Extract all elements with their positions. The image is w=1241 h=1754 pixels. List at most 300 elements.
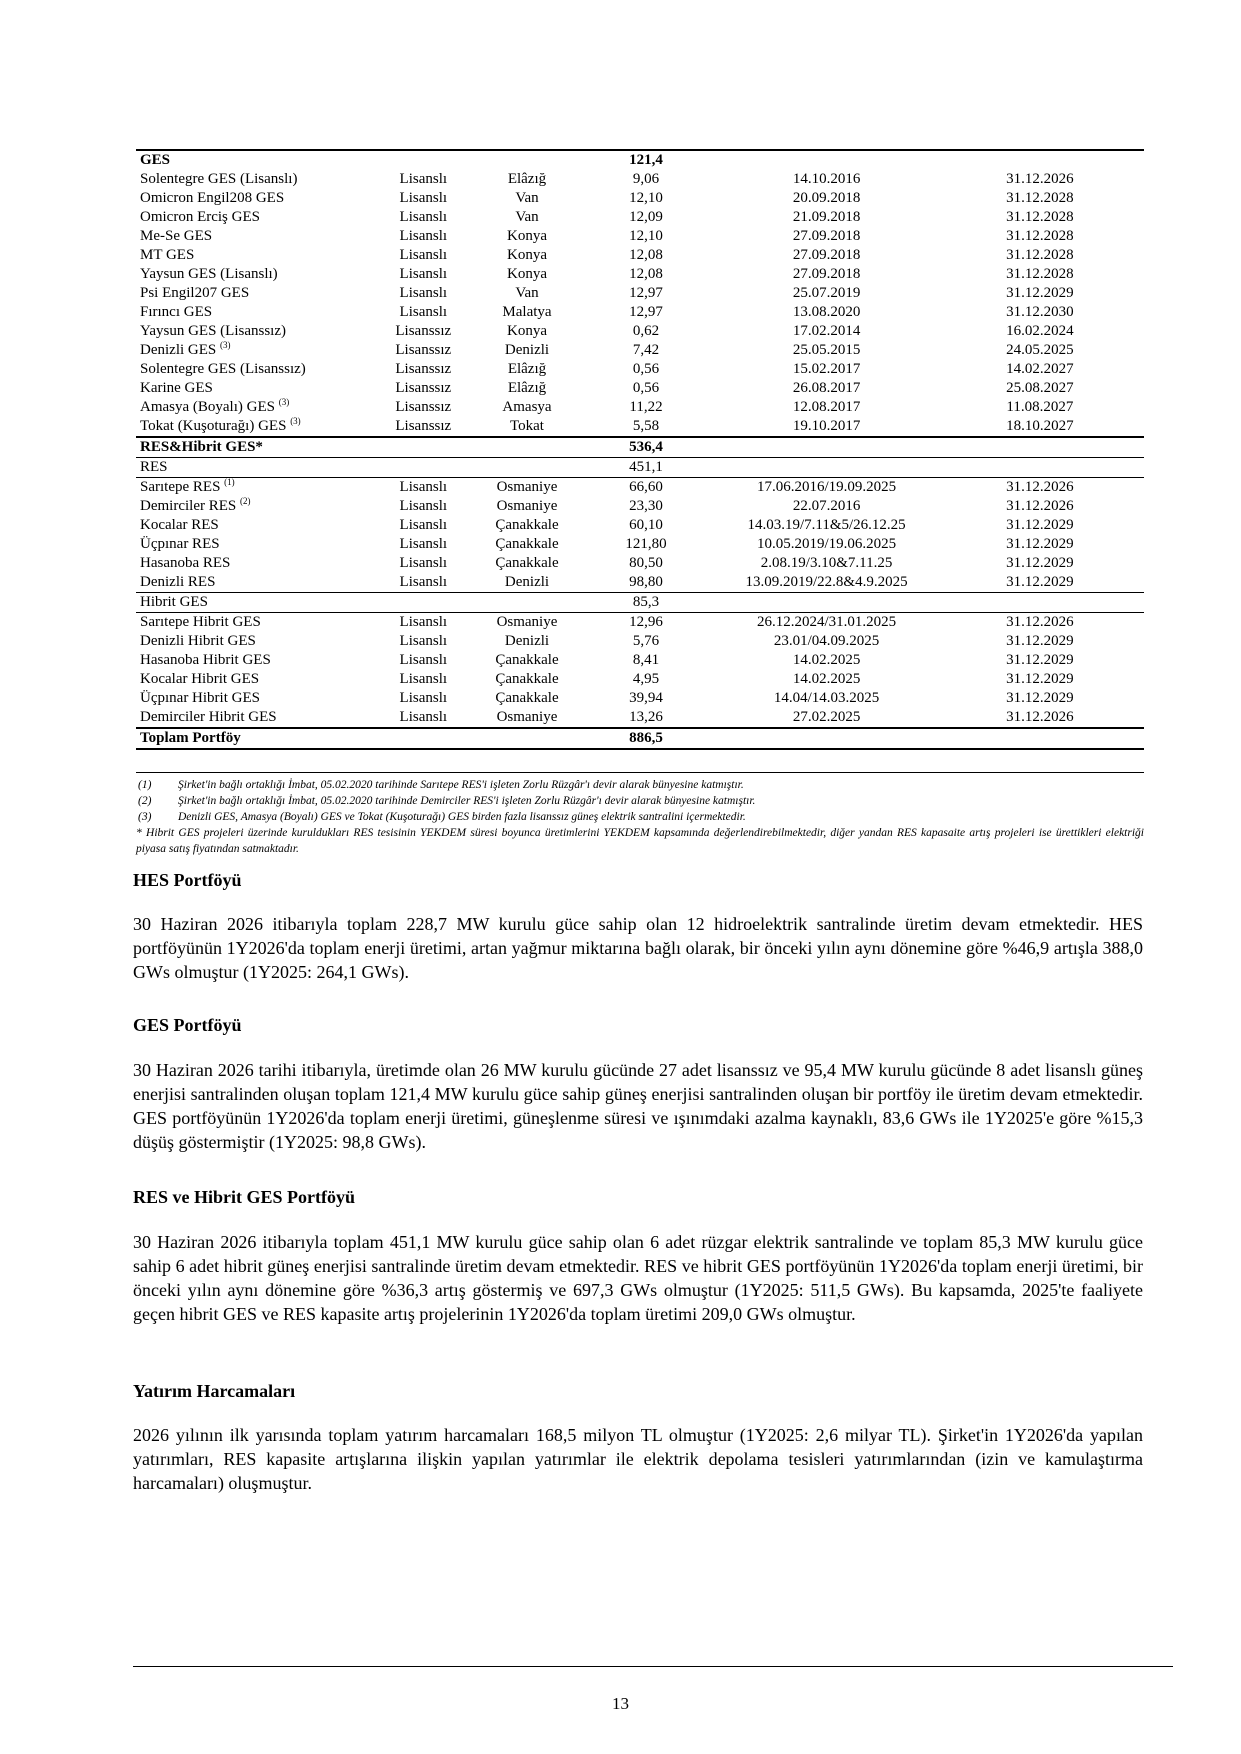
table-cell [479,150,574,170]
table-cell [717,379,935,398]
table-section-row [136,728,1144,749]
cell-text: 31.12.2029 [1006,285,1074,301]
table-cell [479,189,574,208]
cell-text: Lisanssız [395,380,452,396]
cell-text: 26.08.2017 [792,380,861,396]
cell-text: 5,76 [632,633,660,649]
cell-text: Omicron Erciş GES [140,209,260,225]
table-cell [936,689,1144,708]
cell-text: 27.09.2018 [792,247,861,263]
table-cell [367,208,479,227]
hybrid-note: * Hibrit GES projeleri üzerinde kuruldukları RES tesisinin YEKDEM süresi boyunca üretimlerini YEKDEM kapsamında değerlendirebilmektedir, diğer yandan RES kapasaite artış projeleri ise ürettikleri elektriği piyasa satış fiyatından satmaktadır. [136,827,1144,855]
table-cell [575,689,718,708]
table-cell [575,246,718,265]
table-row [136,613,1144,633]
table-cell [479,458,574,478]
cell-text: Konya [506,323,547,339]
cell-text: 16.02.2024 [1006,323,1074,339]
cell-text: Denizli Hibrit GES [140,633,256,649]
cell-text: 31.12.2028 [1006,266,1074,282]
res-paragraph: 30 Haziran 2026 itibarıyla toplam 451,1 MW kurulu güce sahip olan 6 adet rüzgar elektrik santralinde ve toplam 85,3 MW kurulu güce sahip 6 adet hibrit güneş enerjisi santralinde üretim devam etmektedir. RES ve hibrit GES portföyünün 1Y2026'da toplam enerji üretimi, bir önceki yılın aynı dönemine göre %36,3 artış göstermiş ve 697,3 GWs olmuştur (1Y2025: 511,5 GWs). Bu kapsamda, 2025'te faaliyete geçen hibrit GES ve RES kapasite artış projelerinin 1Y2026'da toplam üretimi 209,0 GWs olmuştur. [133,1232,1143,1324]
cell-text: 121,80 [625,536,667,552]
table-cell [936,150,1144,170]
table-cell [136,227,367,246]
cell-text: Lisanslı [399,709,448,725]
table-cell [575,208,718,227]
table-cell [575,379,718,398]
cell-text: 13,26 [629,709,663,725]
hes-paragraph: 30 Haziran 2026 itibarıyla toplam 228,7 MW kurulu güce sahip olan 12 hidroelektrik santralinde üretim devam etmektedir. HES portföyünün 1Y2026'da toplam enerji üretimi, artan yağmur miktarına bağlı olarak, bir önceki yılın aynı dönemine göre %46,9 artışla 388,0 GWs olmuştur (1Y2025: 264,1 GWs). [133,914,1143,982]
cell-text: Lisanssız [395,399,452,415]
table-cell [136,554,367,573]
table-cell [367,189,479,208]
ges-heading: GES Portföyü [133,1015,242,1035]
table-section-row [136,593,1144,613]
table-cell [367,516,479,535]
cell-text: Lisanslı [399,671,448,687]
table-cell [936,728,1144,749]
table-cell [136,360,367,379]
cell-text: 27.09.2018 [792,228,861,244]
cell-text: Elâzığ [507,380,547,396]
table-cell [717,265,935,284]
table-cell [479,516,574,535]
cell-text: 12,09 [629,209,663,225]
table-cell [936,398,1144,417]
cell-text: 14.02.2027 [1006,361,1074,377]
cell-text: 0,56 [632,361,660,377]
table-cell [479,478,574,498]
table-cell [936,322,1144,341]
table-cell [575,417,718,437]
cell-text: 12,96 [629,614,663,630]
cell-text: 98,80 [629,574,663,590]
table-cell [575,535,718,554]
cell-text: 23.01/04.09.2025 [773,633,880,649]
cell-text: 12,10 [629,190,663,206]
table-cell [136,497,367,516]
table-cell [136,208,367,227]
table-cell [575,573,718,593]
cell-text: 31.12.2028 [1006,190,1074,206]
cell-text: 0,62 [632,323,660,339]
cell-text: Lisanslı [399,304,448,320]
cell-text: 31.12.2029 [1006,671,1074,687]
table-cell [367,535,479,554]
table-cell [936,284,1144,303]
cell-text: Osmaniye [496,498,558,514]
table-cell [575,613,718,633]
table-cell [575,227,718,246]
cell-text: Lisanslı [399,479,448,495]
cell-text: Lisanslı [399,285,448,301]
table-cell [936,516,1144,535]
cell-text: Lisanslı [399,266,448,282]
cell-text: Solentegre GES (Lisanslı) [140,171,298,187]
cell-text: 12,08 [629,247,663,263]
cell-text: Karine GES [140,380,213,396]
table-row [136,208,1144,227]
table-cell [936,670,1144,689]
table-cell [575,150,718,170]
table-section-row [136,437,1144,458]
res-heading: RES ve Hibrit GES Portföyü [133,1187,356,1207]
cell-text: 15.02.2017 [792,361,861,377]
table-cell [367,341,479,360]
table-cell [575,497,718,516]
table-cell [479,497,574,516]
table-cell [367,398,479,417]
table-cell [717,437,935,458]
table-cell [717,708,935,728]
cell-text: 14.10.2016 [792,171,861,187]
table-cell [136,651,367,670]
table-cell [367,478,479,498]
table-cell [575,670,718,689]
table-cell [479,341,574,360]
ges-paragraph: 30 Haziran 2026 tarihi itibarıyla, üretimde olan 26 MW kurulu gücünde 27 adet lisanssız ve 95,4 MW kurulu gücünde 8 adet lisanslı güneş enerjisi santralinden oluşan toplam 121,4 MW kurulu güce sahip güneş enerjisi santralinden oluşan bir portföy ile üretim devam etmektedir. GES portföyünün 1Y2026'da toplam enerji üretimi, güneşlenme süresi ve ışınımdaki azalma kaynaklı, 83,6 GWs ile 1Y2025'e göre %15,3 düşüş göstermiştir (1Y2025: 98,8 GWs). [133,1060,1143,1152]
table-row [136,535,1144,554]
table-row [136,227,1144,246]
table-row [136,284,1144,303]
footnote-reference: (3) [290,416,301,426]
table-cell [936,535,1144,554]
table-row [136,398,1144,417]
table-cell [479,708,574,728]
table-cell [575,284,718,303]
cell-text: Konya [506,247,547,263]
cell-text: 8,41 [632,652,660,668]
cell-text: 10.05.2019/19.06.2025 [756,536,897,552]
table-cell [479,437,574,458]
table-cell [717,670,935,689]
table-cell [717,189,935,208]
table-cell [479,303,574,322]
table-cell [136,708,367,728]
table-cell [936,360,1144,379]
table-cell [717,398,935,417]
table-cell [717,478,935,498]
cell-text: Elâzığ [507,171,547,187]
table-cell [717,497,935,516]
cell-text: Konya [506,266,547,282]
table-cell [136,573,367,593]
cell-text: 60,10 [629,517,663,533]
cell-text: 31.12.2026 [1006,498,1074,514]
table-cell [367,246,479,265]
cell-text: Çanakkale [495,517,559,533]
table-cell [717,613,935,633]
table-cell [936,632,1144,651]
cell-text: 66,60 [629,479,663,495]
table-cell [717,246,935,265]
cell-text: 31.12.2026 [1006,709,1074,725]
table-cell [136,593,367,613]
cell-text: 451,1 [629,459,663,475]
cell-text: 12,08 [629,266,663,282]
cell-text: Lisanslı [399,517,448,533]
cell-text: Lisanslı [399,498,448,514]
table-cell [575,322,718,341]
footnote-3 [136,809,1144,825]
capex-paragraph: 2026 yılının ilk yarısında toplam yatırım harcamaları 168,5 milyon TL olmuştur (1Y2025: 2,6 milyar TL). Şirket'in 1Y2026'da yapılan yatırımları, RES kapasite artışlarına ilişkin yapılan yatırımlar ile elektrik depolama tesisleri yatırımlarından (izin ve kamulaştırma harcamaları) oluşmuştur. [133,1425,1143,1493]
table-cell [575,651,718,670]
cell-text: 13.09.2019/22.8&4.9.2025 [745,574,908,590]
table-cell [717,284,935,303]
table-row [136,670,1144,689]
cell-text: 26.12.2024/31.01.2025 [756,614,897,630]
table-cell [717,651,935,670]
table-cell [479,227,574,246]
cell-text: 31.12.2029 [1006,536,1074,552]
table-cell [136,170,367,189]
table-row [136,516,1144,535]
cell-text: 886,5 [629,730,663,746]
cell-text: 31.12.2029 [1006,555,1074,571]
cell-text: Üçpınar RES [140,536,220,552]
cell-text: Osmaniye [496,479,558,495]
cell-text: 18.10.2027 [1006,418,1074,434]
cell-text: 7,42 [632,342,660,358]
footnote-text: Şirket'in bağlı ortaklığı İmbat, 05.02.2020 tarihinde Demirciler RES'i işleten Zorlu Rüzgâr'ı devir alarak bünyesine katmıştır. [178,795,756,807]
table-cell [936,246,1144,265]
table-cell [479,593,574,613]
cell-text: 31.12.2029 [1006,517,1074,533]
table-cell [367,497,479,516]
cell-text: Yaysun GES (Lisanslı) [140,266,278,282]
table-cell [479,651,574,670]
cell-text: 27.09.2018 [792,266,861,282]
cell-text: Lisanssız [395,323,452,339]
table-cell [479,613,574,633]
cell-text: 14.04/14.03.2025 [773,690,880,706]
cell-text: Çanakkale [495,555,559,571]
table-cell [575,632,718,651]
table-cell [717,341,935,360]
cell-text: 17.06.2016/19.09.2025 [756,479,897,495]
cell-text: Kocalar RES [140,517,219,533]
cell-text: Amasya (Boyalı) GES [140,399,275,415]
table-cell [136,189,367,208]
table-cell [367,322,479,341]
table-cell [575,170,718,189]
cell-text: 12.08.2017 [792,399,861,415]
table-cell [479,284,574,303]
cell-text: Solentegre GES (Lisanssız) [140,361,306,377]
cell-text: 31.12.2029 [1006,690,1074,706]
table-row [136,189,1144,208]
table-cell [717,360,935,379]
table-cell [717,516,935,535]
cell-text: 5,58 [632,418,660,434]
cell-text: 22.07.2016 [792,498,861,514]
table-row [136,478,1144,498]
table-cell [575,265,718,284]
cell-text: 14.02.2025 [792,652,861,668]
cell-text: 31.12.2028 [1006,228,1074,244]
table-cell [136,689,367,708]
table-cell [367,303,479,322]
table-cell [367,670,479,689]
table-row [136,708,1144,728]
cell-text: Tokat [510,418,544,434]
cell-text: Sarıtepe Hibrit GES [140,614,261,630]
cell-text: 80,50 [629,555,663,571]
table-row [136,689,1144,708]
table-cell [479,728,574,749]
table-row [136,379,1144,398]
table-cell [717,458,935,478]
cell-text: Lisanslı [399,652,448,668]
table-cell [479,208,574,227]
cell-text: Osmaniye [496,709,558,725]
cell-text: Lisanslı [399,171,448,187]
cell-text: Denizli [504,633,550,649]
footnote-reference: (1) [224,477,235,487]
cell-text: 17.02.2014 [792,323,861,339]
table-cell [717,689,935,708]
table-cell [717,535,935,554]
cell-text: 14.02.2025 [792,671,861,687]
cell-text: 23,30 [629,498,663,514]
cell-text: 24.05.2025 [1006,342,1074,358]
table-cell [936,437,1144,458]
table-cell [479,379,574,398]
table-cell [717,554,935,573]
page-footer-rule [133,1666,1173,1667]
cell-text: Lisanssız [395,361,452,377]
cell-text: Lisanslı [399,555,448,571]
table-cell [717,208,935,227]
cell-text: Sarıtepe RES [140,479,221,495]
cell-text: Çanakkale [495,652,559,668]
table-row [136,265,1144,284]
table-cell [136,246,367,265]
table-cell [367,150,479,170]
table-cell [717,227,935,246]
cell-text: GES [140,152,171,168]
table-cell [136,458,367,478]
footnote-mark: (1) [138,779,152,791]
cell-text: 31.12.2029 [1006,633,1074,649]
table-cell [717,303,935,322]
table-cell [479,573,574,593]
table-cell [575,437,718,458]
table-cell [575,360,718,379]
table-cell [136,284,367,303]
table-section-row [136,458,1144,478]
cell-text: Lisanslı [399,247,448,263]
cell-text: 4,95 [632,671,660,687]
table-cell [136,632,367,651]
table-cell [367,379,479,398]
table-row [136,497,1144,516]
table-cell [367,689,479,708]
table-cell [136,150,367,170]
table-cell [136,265,367,284]
table-cell [575,708,718,728]
cell-text: Osmaniye [496,614,558,630]
table-cell [367,170,479,189]
cell-text: Toplam Portföy [140,730,241,746]
table-cell [936,227,1144,246]
cell-text: Kocalar Hibrit GES [140,671,260,687]
table-cell [936,708,1144,728]
table-row [136,632,1144,651]
table-cell [717,170,935,189]
table-cell [479,417,574,437]
table-cell [479,554,574,573]
cell-text: Fırıncı GES [140,304,213,320]
cell-text: 121,4 [629,152,663,168]
table-cell [479,246,574,265]
cell-text: Denizli [504,342,550,358]
table-cell [136,322,367,341]
table-cell [936,573,1144,593]
cell-text: 11,22 [629,399,663,415]
cell-text: Elâzığ [507,361,547,377]
footnote-1 [136,777,1144,793]
cell-text: Lisanslı [399,228,448,244]
table-cell [575,593,718,613]
cell-text: 31.12.2028 [1006,247,1074,263]
table-cell [367,437,479,458]
portfolio-table [136,149,1144,750]
table-cell [575,554,718,573]
table-cell [136,728,367,749]
cell-text: 14.03.19/7.11&5/26.12.25 [747,517,906,533]
table-cell [479,398,574,417]
cell-text: RES [140,459,168,475]
cell-text: 20.09.2018 [792,190,861,206]
cell-text: 11.08.2027 [1006,399,1074,415]
table-cell [136,478,367,498]
table-cell [367,613,479,633]
cell-text: 13.08.2020 [792,304,861,320]
cell-text: Psi Engil207 GES [140,285,250,301]
table-cell [479,360,574,379]
cell-text: Hasanoba Hibrit GES [140,652,271,668]
table-cell [479,689,574,708]
table-cell [936,189,1144,208]
cell-text: Konya [506,228,547,244]
cell-text: 31.12.2029 [1006,574,1074,590]
table-cell [367,554,479,573]
cell-text: Lisanslı [399,536,448,552]
table-cell [936,554,1144,573]
table-cell [367,458,479,478]
table-cell [367,708,479,728]
table-cell [936,458,1144,478]
cell-text: 21.09.2018 [792,209,861,225]
cell-text: Lisanssız [395,418,452,434]
table-row [136,322,1144,341]
table-row [136,303,1144,322]
cell-text: Üçpınar Hibrit GES [140,690,260,706]
table-cell [136,613,367,633]
table-cell [575,341,718,360]
table-cell [717,573,935,593]
cell-text: 2.08.19/3.10&7.11.25 [760,555,893,571]
cell-text: Denizli [504,574,550,590]
cell-text: Me-Se GES [140,228,213,244]
table-row [136,360,1144,379]
cell-text: 31.12.2029 [1006,652,1074,668]
cell-text: Lisanslı [399,690,448,706]
page-number: 13 [612,1694,629,1713]
hes-heading: HES Portföyü [133,870,242,890]
footnote-text: Denizli GES, Amasya (Boyalı) GES ve Tokat (Kuşoturağı) GES birden fazla lisanssız güneş elektrik santralini içermektedir. [178,811,746,823]
